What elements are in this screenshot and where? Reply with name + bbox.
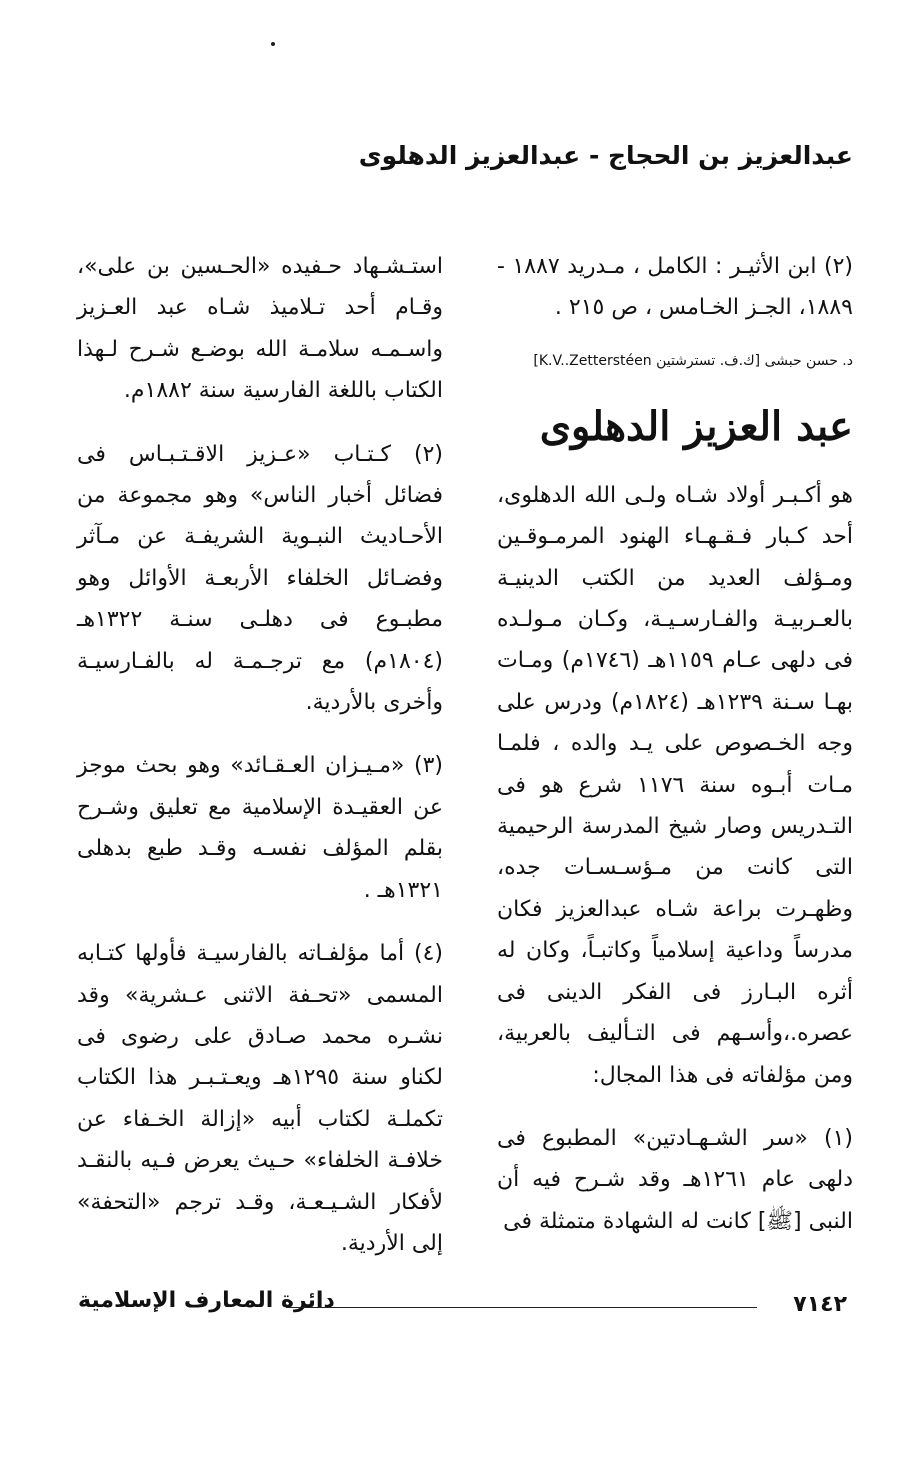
print-speck (271, 42, 275, 46)
signature-arabic: د. حسن حبشى [ك.ف. تسترشتين (656, 352, 853, 369)
publication-name: دائرة المعارف الإسلامية (78, 1288, 335, 1313)
paragraph: هو أكـبـر أولاد شـاه ولـى الله الدهلوى، أحد كـبار فـقـهـاء الهنود المرمـوقـين ومـؤلف العديد من الكتب الدينيـة بالعـربيـة والفـارسـيـة، وكـان مـولـده فى دلهى عـام ١١٥٩هـ (١٧٤٦م) ومـات بهـا سـنة ١٢٣٩هـ (١٨٢٤م) ودرس على وجه الخـصوص على يـد والده ، فلمـا مـات أبـوه سنة ١١٧٦ شرع هو فى التـدريس وصار شيخ المدرسة الرحيمية التى كانت من مـؤسـسـات جده، وظهـرت براعة شـاه عبدالعزيز فكان مدرساً وداعية إسلامياً وكاتبـاً، وكان له أثره البـارز فى الفكر الدينى فى عصره.،وأسـهم فى التـأليف بالعربية، ومن مؤلفاته فى هذا المجال: (497, 482, 854, 1088)
signature-latin: K.V..Zetterstéen (538, 352, 652, 369)
footer-divider (286, 1307, 757, 1308)
paragraph: (٢) كـتـاب «عـزيز الاقـتـبـاس فى فضائل أخبار الناس» وهو مجموعة من الأحـاديث النبـوية الشريفـة عن مـآثر وفضـائل الخلفاء الأربعـة الأوائل وهو مطبـوع فى دهلـى سنـة ١٣٢٢هـ (١٨٠٤م) مع ترجـمـة له بالفـارسيـة وأخرى بالأردية. (77, 441, 443, 716)
paragraph: (٤) أما مؤلفـاته بالفارسيـة فأولها كتـابه المسمى «تحـفة الاثنى عـشرية» وقد نشـره محمد صـادق على رضوى فى لكناو سنة ١٢٩٥هـ ويعـتـبـر هذا الكتاب تكملـة لكتاب أبيه «إزالة الخـفاء عن خلافـة الخلفاء» حـيث يعرض فـيه بالنقـد لأفكار الشـيـعـة، وقـد ترجم «التحفة» إلى الأردية. (77, 941, 444, 1256)
paragraph: استـشـهاد حـفيده «الحـسين بن على»، وقـام أحد تـلاميذ شـاه عبد العـزيز واسـمـه سلامـة الله بوضـع شـرح لـهذا الكتاب باللغة الفارسية سنة ١٨٨٢م. (77, 254, 443, 404)
article-title: عبد العزيز الدهلوى (539, 402, 853, 450)
right-column (497, 246, 853, 1264)
paragraph: (٣) «مـيـزان العـقـائد» وهو بحث موجز عن العقيـدة الإسلامية مع تعليق وشـرح بقلم المؤلف نفسـه وقـد طبع بدهلى ١٣٢١هـ . (77, 753, 443, 903)
page-footer (78, 1288, 847, 1322)
page-number: ٧١٤٢ (793, 1292, 847, 1317)
paragraph: (١) «سر الشـهـادتين» المطبوع فى دلهى عام ١٢٦١هـ وقد شـرح فيه أن النبى [ﷺ] كانت له الشهادة متمثلة فى (497, 1125, 853, 1234)
running-header: عبدالعزيز بن الحجاج - عبدالعزيز الدهلوى (358, 141, 853, 170)
reference-note: (٢) ابن الأثيـر : الكامل ، مـدريد ١٨٨٧ - ١٨٨٩، الجـز الخـامس ، ص ٢١٥ . (497, 254, 853, 321)
left-column (77, 246, 443, 1286)
author-signature (497, 351, 853, 371)
signature-close: ] (533, 352, 539, 369)
